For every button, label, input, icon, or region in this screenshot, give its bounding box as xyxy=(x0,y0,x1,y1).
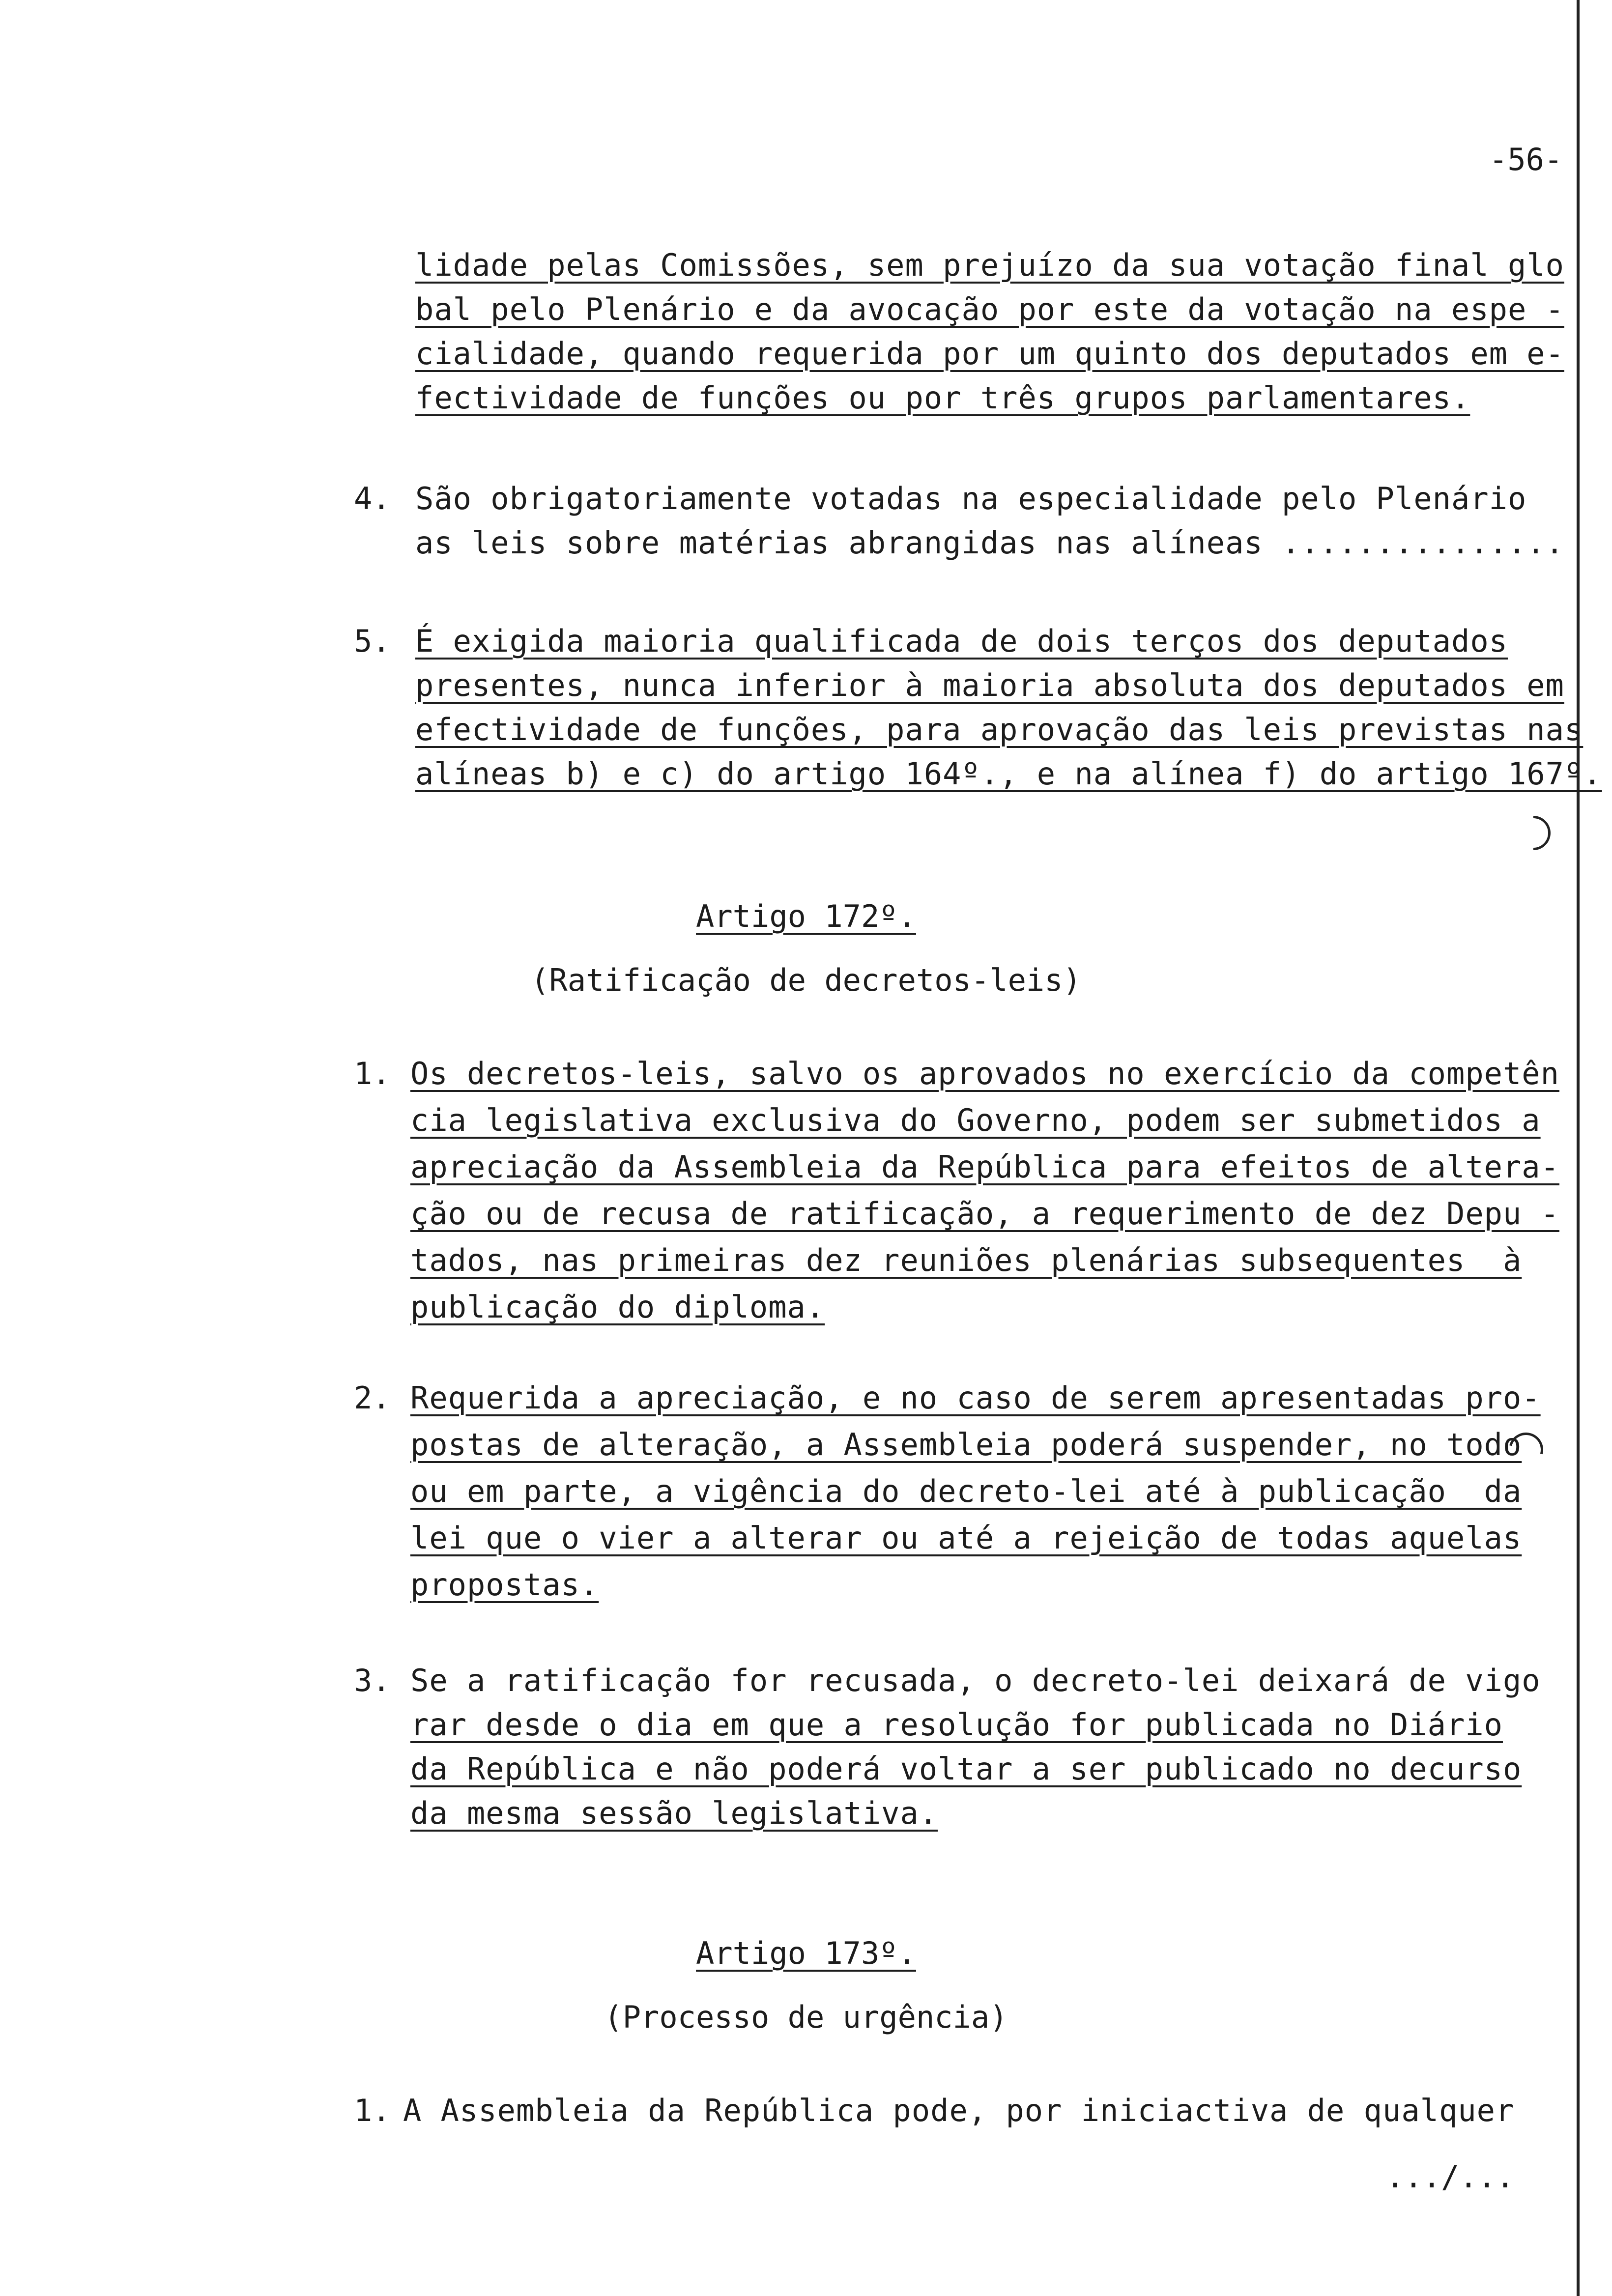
intro-line: fectividade de funções ou por três grupos parlamentares. xyxy=(415,380,1470,416)
item-number: 4. xyxy=(354,481,391,517)
item-line: publicação do diploma. xyxy=(410,1289,825,1325)
item-line: efectividade de funções, para aprovação das leis previstas nas xyxy=(415,712,1583,747)
item-line: É exigida maioria qualificada de dois terços dos deputados xyxy=(415,623,1508,659)
article-title: Artigo 173º. xyxy=(696,1935,916,1971)
item-number: 1. xyxy=(354,1056,391,1091)
item-number: 3. xyxy=(354,1663,391,1698)
item-number: 2. xyxy=(354,1380,391,1416)
item-line: postas de alteração, a Assembleia poderá suspender, no todo xyxy=(410,1427,1522,1463)
item-line: São obrigatoriamente votadas na especialidade pelo Plenário xyxy=(415,481,1527,517)
item-line: da República e não poderá voltar a ser publicado no decurso xyxy=(410,1751,1522,1787)
article-heading xyxy=(0,897,1612,936)
item-line: propostas. xyxy=(410,1567,599,1603)
item-number: 5. xyxy=(354,623,391,659)
item-number: 1. xyxy=(354,2093,391,2128)
item-line: Requerida a apreciação, e no caso de serem apresentadas pro- xyxy=(410,1380,1541,1416)
item-line: Os decretos-leis, salvo os aprovados no exercício da competên xyxy=(410,1056,1559,1091)
continuation-mark: .../... xyxy=(1386,2159,1515,2195)
article-subtitle: (Processo de urgência) xyxy=(604,1999,1008,2035)
item-line: cia legislativa exclusiva do Governo, podem ser submetidos a xyxy=(410,1102,1541,1138)
item-line: rar desde o dia em que a resolução for publicada no Diário xyxy=(410,1707,1503,1743)
item-line: tados, nas primeiras dez reuniões plenárias subsequentes à xyxy=(410,1242,1522,1278)
article-subtitle: (Ratificação de decretos-leis) xyxy=(531,962,1081,998)
page-number: -56- xyxy=(1489,142,1563,177)
item-line: alíneas b) e c) do artigo 164º., e na alínea f) do artigo 167º. xyxy=(415,756,1602,792)
article-title: Artigo 172º. xyxy=(696,898,916,934)
item-line: ção ou de recusa de ratificação, a requerimento de dez Depu - xyxy=(410,1196,1559,1232)
intro-line: bal pelo Plenário e da avocação por este da votação na espe - xyxy=(415,291,1564,327)
intro-line: cialidade, quando requerida por um quinto dos deputados em e- xyxy=(415,336,1564,372)
item-line: Se a ratificação for recusada, o decreto-lei deixará de vigo xyxy=(410,1663,1541,1698)
item-line: lei que o vier a alterar ou até a rejeição de todas aquelas xyxy=(410,1520,1522,1556)
item-line: A Assembleia da República pode, por iniciactiva de qualquer xyxy=(403,2093,1515,2128)
item-line: as leis sobre matérias abrangidas nas alíneas ............... xyxy=(415,525,1564,561)
intro-line: lidade pelas Comissões, sem prejuízo da sua votação final glo xyxy=(415,247,1564,283)
item-line: da mesma sessão legislativa. xyxy=(410,1795,938,1831)
margin-mark xyxy=(1509,809,1558,858)
item-line: ou em parte, a vigência do decreto-lei até à publicação da xyxy=(410,1473,1522,1509)
article-heading xyxy=(0,1934,1612,1973)
item-line: apreciação da Assembleia da República para efeitos de altera- xyxy=(410,1149,1559,1185)
item-line: presentes, nunca inferior à maioria absoluta dos deputados em xyxy=(415,667,1564,703)
